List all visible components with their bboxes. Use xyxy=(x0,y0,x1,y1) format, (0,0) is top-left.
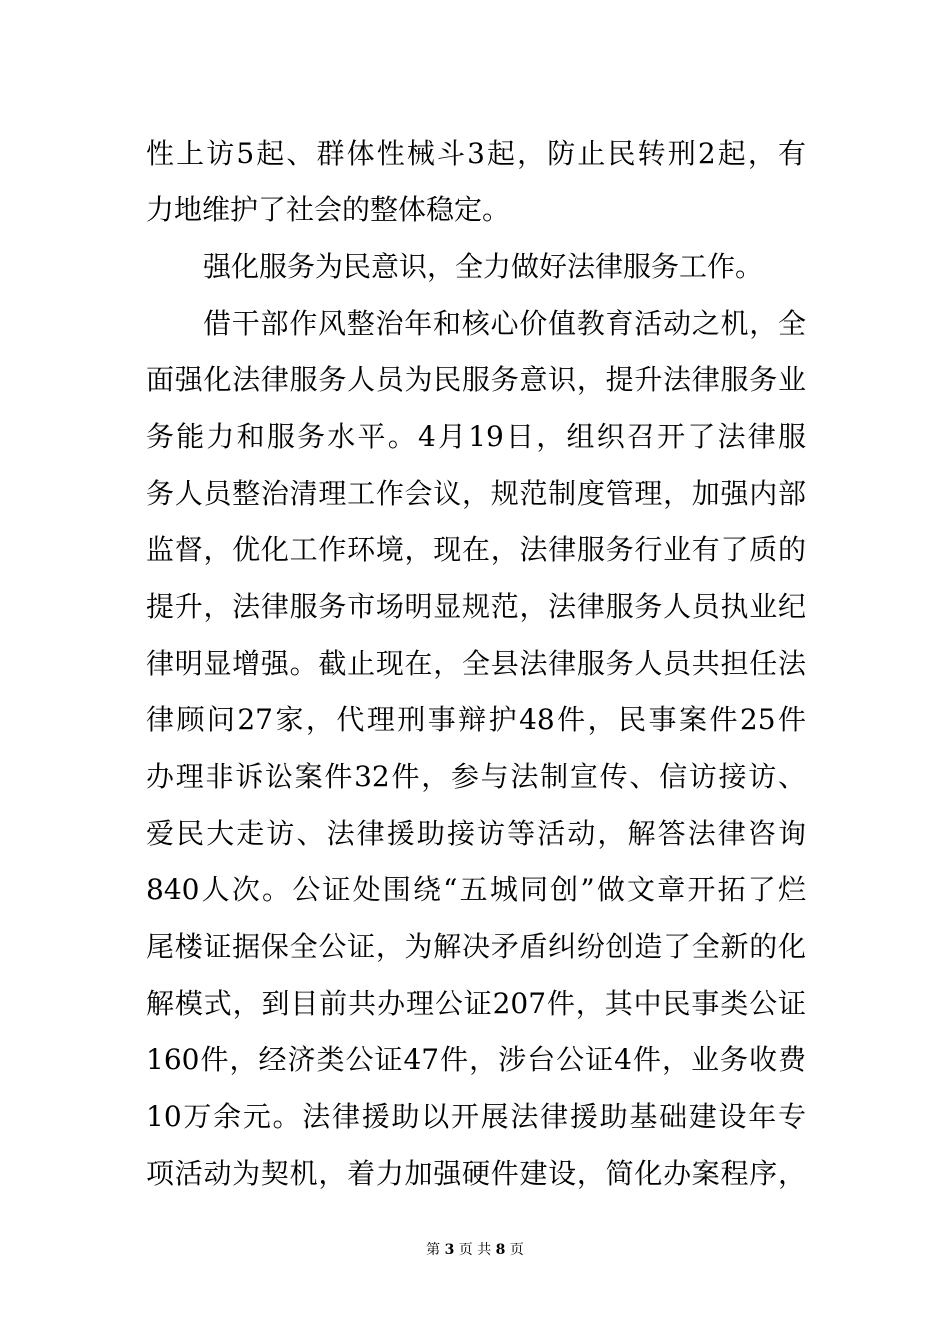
section-heading: 强化服务为民意识，全力做好法律服务工作。 xyxy=(203,250,764,283)
text-line-10: 律明显增强。截止现在，全县法律服务人员共担任法 xyxy=(146,647,806,680)
text-line-16: 解模式，到目前共办理公证207件，其中民事类公证 xyxy=(146,987,806,1020)
text-line-2: 力地维护了社会的整体稳定。 xyxy=(146,193,511,226)
footer-suffix: 页 xyxy=(509,1242,524,1258)
text-line-5: 面强化法律服务人员为民服务意识，提升法律服务业 xyxy=(146,363,806,396)
text-line-14: 840人次。公证处围绕“五城同创”做文章开拓了烂 xyxy=(146,873,806,906)
page-footer xyxy=(0,1240,950,1260)
text-line-6: 务能力和服务水平。4月19日，组织召开了法律服 xyxy=(146,420,806,453)
text-line-1: 性上访5起、群体性械斗3起，防止民转刑2起，有 xyxy=(146,137,806,170)
text-line-17: 160件，经济类公证47件，涉台公证4件，业务收费 xyxy=(146,1043,806,1076)
text-line-11: 律顾问27家，代理刑事辩护48件，民事案件25件 xyxy=(146,703,806,736)
footer-page-number: 3 xyxy=(444,1242,455,1258)
text-line-9: 提升，法律服务市场明显规范，法律服务人员执业纪 xyxy=(146,590,806,623)
text-line-4: 借干部作风整治年和核心价值教育活动之机，全 xyxy=(203,307,806,340)
text-line-19: 项活动为契机，着力加强硬件建设，简化办案程序， xyxy=(146,1157,806,1190)
text-line-13: 爱民大走访、法律援助接访等活动，解答法律咨询 xyxy=(146,817,806,850)
text-line-12: 办理非诉讼案件32件，参与法制宣传、信访接访、 xyxy=(146,760,806,793)
footer-prefix: 第 xyxy=(426,1242,441,1258)
text-line-15: 尾楼证据保全公证，为解决矛盾纠纷创造了全新的化 xyxy=(146,930,806,963)
text-line-7: 务人员整治清理工作会议，规范制度管理，加强内部 xyxy=(146,477,806,510)
text-line-18: 10万余元。法律援助以开展法律援助基础建设年专 xyxy=(146,1100,806,1133)
footer-total-pages: 8 xyxy=(495,1242,506,1258)
text-line-8: 监督，优化工作环境，现在，法律服务行业有了质的 xyxy=(146,533,806,566)
footer-middle: 页 共 xyxy=(458,1242,492,1258)
